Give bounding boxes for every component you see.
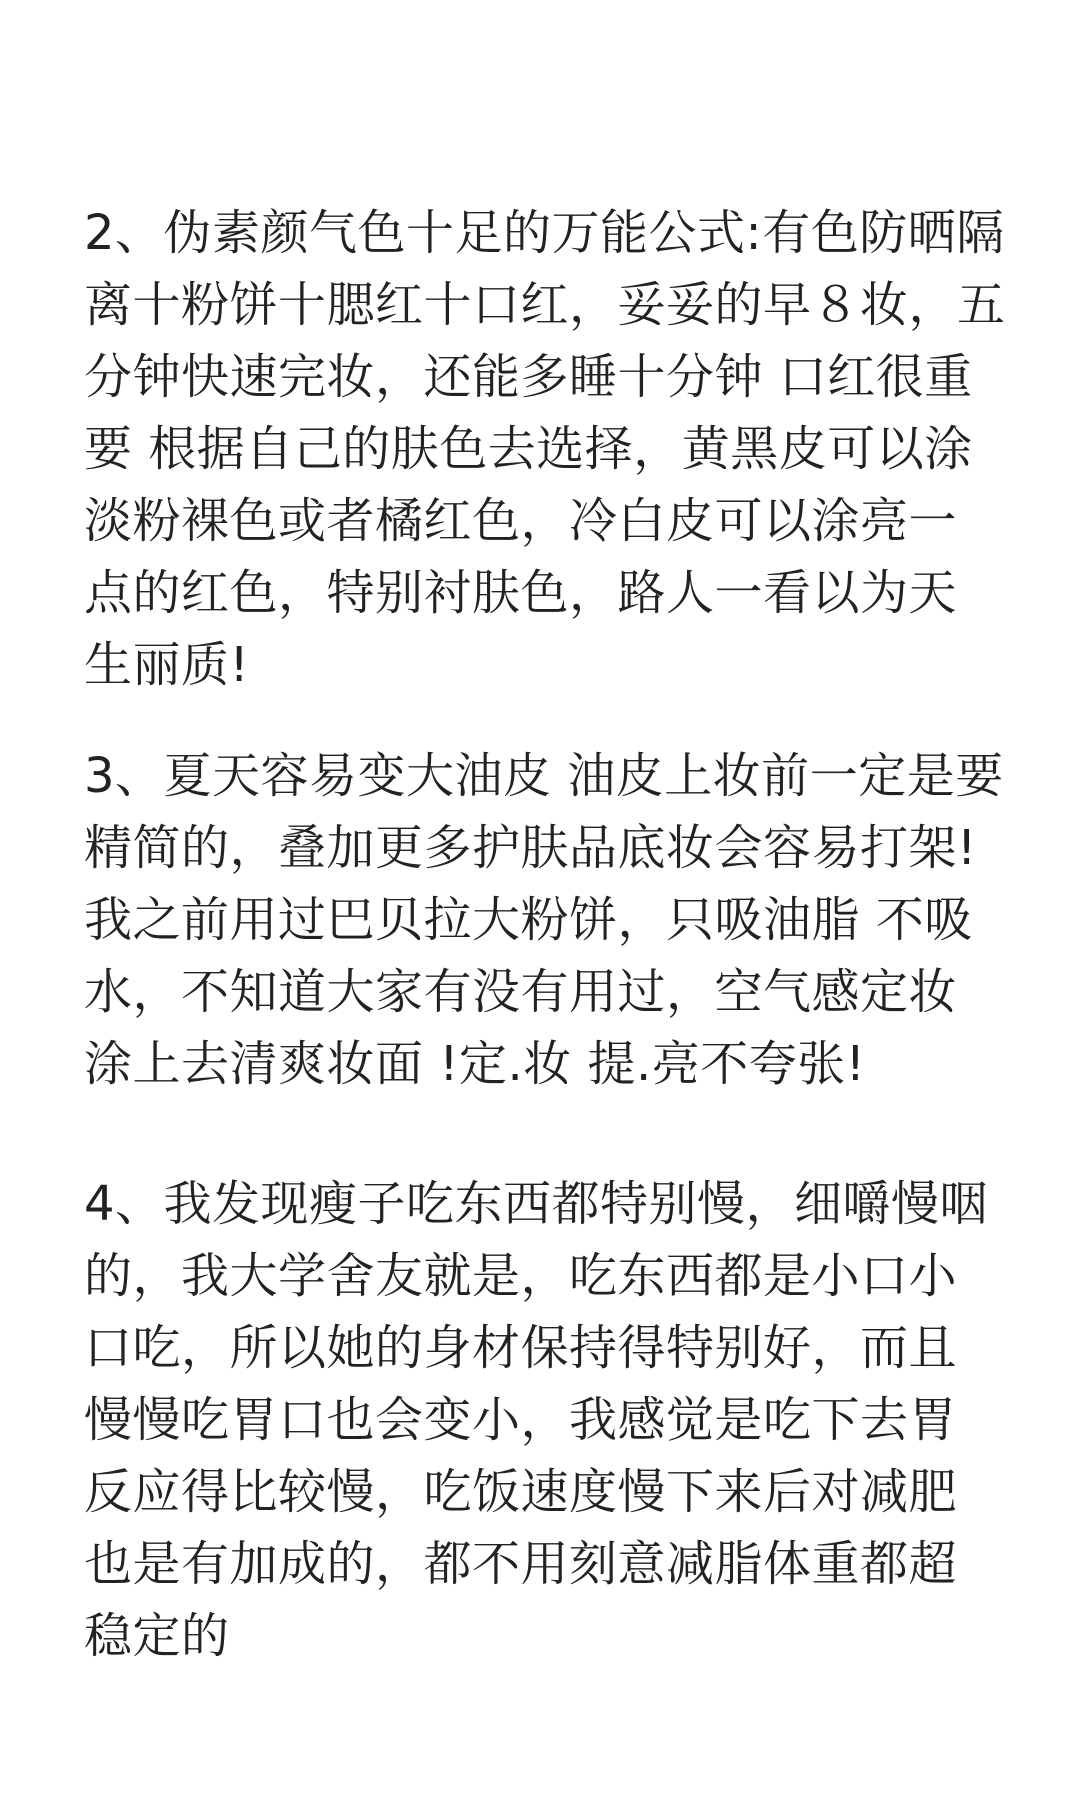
paragraph-line: 2、伪素颜气色十足的万能公式:有色防晒隔 bbox=[84, 205, 1005, 261]
paragraph-line: 要 根据自己的肤色去选择，黄黑皮可以涂 bbox=[84, 421, 973, 477]
paragraph-line: 4、我发现瘦子吃东西都特别慢，细嚼慢咽 bbox=[84, 1176, 989, 1232]
tip-section-2 bbox=[84, 197, 1024, 701]
paragraph-line: 精简的，叠加更多护肤品底妆会容易打架! bbox=[84, 820, 977, 876]
paragraph-line: 生丽质! bbox=[84, 637, 250, 693]
paragraph-line: 口吃，所以她的身材保持得特别好，而且 bbox=[84, 1320, 958, 1376]
paragraph-line: 反应得比较慢，吃饭速度慢下来后对减肥 bbox=[84, 1464, 958, 1520]
paragraph-line: 水，不知道大家有没有用过，空气感定妆 bbox=[84, 964, 958, 1020]
paragraph-line: 也是有加成的，都不用刻意减脂体重都超 bbox=[84, 1536, 958, 1592]
paragraph-line: 涂上去清爽妆面 !定.妆 提.亮不夸张! bbox=[84, 1036, 866, 1092]
paragraph-line: 的，我大学舍友就是，吃东西都是小口小 bbox=[84, 1248, 958, 1304]
paragraph-line: 我之前用过巴贝拉大粉饼，只吸油脂 不吸 bbox=[84, 892, 973, 948]
paragraph-line: 慢慢吃胃口也会变小，我感觉是吃下去胃 bbox=[84, 1392, 958, 1448]
paragraph-line: 3、夏天容易变大油皮 油皮上妆前一定是要 bbox=[84, 748, 1004, 804]
tip-section-4 bbox=[84, 1168, 1024, 1672]
paragraph-line: 稳定的 bbox=[84, 1608, 230, 1664]
paragraph-line: 离十粉饼十腮红十口红，妥妥的早８妆，五 bbox=[84, 277, 1006, 333]
paragraph-line: 点的红色，特别衬肤色，路人一看以为天 bbox=[84, 565, 958, 621]
paragraph-line: 淡粉裸色或者橘红色，冷白皮可以涂亮一 bbox=[84, 493, 958, 549]
paragraph-line: 分钟快速完妆，还能多睡十分钟 口红很重 bbox=[84, 349, 973, 405]
tip-section-3 bbox=[84, 740, 1024, 1100]
